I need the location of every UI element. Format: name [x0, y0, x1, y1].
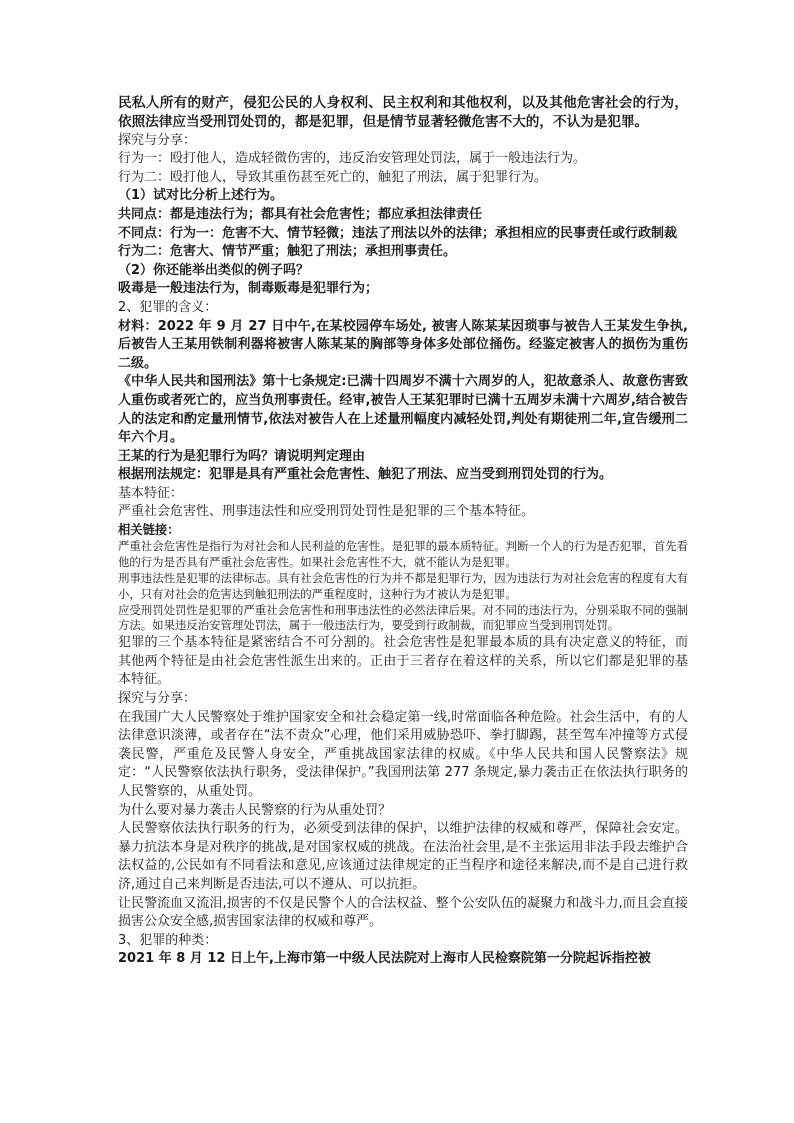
answer-police-assault: 人民警察依法执行职务的行为，必须受到法律的保护，以维护法律的权威和尊严，保障社会安定。暴力抗法本身是对秩序的挑战,是对国家权威的挑战。在法治社会里,是不主张运用非法手段去维护合法权益的,公民如有不同看法和意见,应该通过法律规定的正当程序和途径来解决,而不是自己进行救济,通过自己来判断是否违法,可以不遵从、可以抗拒。 — [118, 821, 688, 892]
related-links-heading: 相关链接： — [118, 523, 180, 538]
basic-features-text: 严重社会危害性、刑事违法性和应受刑罚处罚性是犯罪的三个基本特征。 — [118, 504, 535, 520]
link-social-harm: 严重社会危害性是指行为对社会和人民利益的危害性。是犯罪的最本质特征。判断一个人的行为是否犯罪，首先看他的行为是否具有严重社会危害性。如果社会危害性不大，就不能认为是犯罪。 — [118, 539, 688, 570]
question-1: （1）试对比分析上述行为。 — [118, 188, 284, 204]
section-heading-explore-share: 探究与分享： — [118, 132, 197, 148]
case-2021: 2021 年 8 月 12 日上午,上海市第一中级人民法院对上海市人民检察院第一分院起诉指控被 — [118, 951, 651, 967]
link-criminal-illegality: 刑事违法性是犯罪的法律标志。具有社会危害性的行为并不都是犯罪行为，因为违法行为对社会危害的程度有大有小，只有对社会的危害达到触犯刑法的严重程度时，这种行为才被认为是犯罪。 — [118, 571, 688, 601]
question-police-assault: 为什么要对暴力袭击人民警察的行为从重处罚？ — [118, 802, 392, 818]
answer-is-crime: 根据刑法规定：犯罪是具有严重社会危害性、触犯了刑法、应当受到刑罚处罚的行为。 — [118, 467, 613, 483]
answer-differences: 不同点：行为一：危害不大、情节轻微；违法了刑法以外的法律；承担相应的民事责任或行政制裁 — [118, 225, 678, 241]
three-features-summary: 犯罪的三个基本特征是紧密结合不可分割的。社会危害性是犯罪最本质的具有决定意义的特征，而其他两个特征是由社会危害性派生出来的。正由于三者存在着这样的关系，所以它们都是犯罪的基本特征。 — [118, 635, 688, 688]
police-material: 在我国广大人民警察处于维护国家安全和社会稳定第一线,时常面临各种危险。社会生活中，有的人法律意识淡薄，或者存在“法不责众”心理，他们采用威胁恐吓、拳打脚踢，甚至驾车冲撞等方式侵袭民警，严重危及民警人身安全，严重挑战国家法律的权威。《中华人民共和国人民警察法》规定：“人民警察依法执行职务，受法律保护。”我国刑法第 277 条规定,暴力袭击正在依法执行职务的人民警察的，从重处罚。 — [118, 709, 688, 799]
answer-behavior-two: 行为二：危害大、情节严重；触犯了刑法；承担刑事责任。 — [118, 244, 457, 260]
answer-example: 吸毒是一般违法行为，制毒贩毒是犯罪行为； — [118, 281, 379, 297]
behavior-one: 行为一：殴打他人，造成轻微伤害的，违反治安管理处罚法，属于一般违法行为。 — [118, 151, 587, 167]
section-heading-crime-meaning: 2、犯罪的含义： — [118, 299, 218, 315]
document-page — [118, 94, 688, 969]
answer-police-assault-2: 让民警流血又流泪,损害的不仅是民警个人的合法权益、整个公安队伍的凝聚力和战斗力,而且会直接损害公众安全感,损害国家法律的权威和尊严。 — [118, 895, 688, 930]
behavior-two: 行为二：殴打他人，导致其重伤甚至死亡的，触犯了刑法，属于犯罪行为。 — [118, 169, 548, 185]
question-2: （2）你还能举出类似的例子吗？ — [118, 262, 310, 278]
section-heading-crime-types: 3、犯罪的种类： — [118, 932, 218, 948]
basic-features-heading: 基本特征： — [118, 485, 184, 501]
paragraph-crime-definition-end: 民私人所有的财产，侵犯公民的人身权利、民主权利和其他权利，以及其他危害社会的行为，依照法律应当受刑罚处罚的，都是犯罪，但是情节显著轻微危害不大的，不认为是犯罪。 — [118, 95, 688, 130]
link-punishability: 应受刑罚处罚性是犯罪的严重社会危害性和刑事违法性的必然法律后果。对不同的违法行为，分别采取不同的强制方法。如果违反治安管理处罚法，属于一般违法行为，要受到行政制裁，而犯罪应当受到刑罚处罚。 — [118, 602, 688, 633]
section-heading-explore-share-2: 探究与分享： — [118, 691, 197, 707]
question-is-crime: 王某的行为是犯罪行为吗？请说明判定理由 — [118, 448, 366, 464]
criminal-law-article-17: 《中华人民共和国刑法》第十七条规定:已满十四周岁不满十六周岁的人，犯故意杀人、故意伤害致人重伤或者死亡的，应当负刑事责任。经审,被告人王某犯罪时已满十五周岁未满十六周岁,结合被告人的法定和酌定量刑情节,依法对被告人在上述量刑幅度内减轻处罚,判处有期徒刑二年,宣告缓刑二年六个月。 — [118, 374, 688, 446]
answer-similarities: 共同点：都是违法行为；都具有社会危害性；都应承担法律责任 — [118, 206, 483, 222]
case-material: 材料：2022 年 9 月 27 日中午,在某校园停车场处, 被害人陈某某因琐事与被告人王某发生争执,后被告人王某用铁制利器将被害人陈某某的胸部等身体多处部位捅伤。经鉴定被害人的损伤为重伤二级。 — [118, 318, 688, 371]
